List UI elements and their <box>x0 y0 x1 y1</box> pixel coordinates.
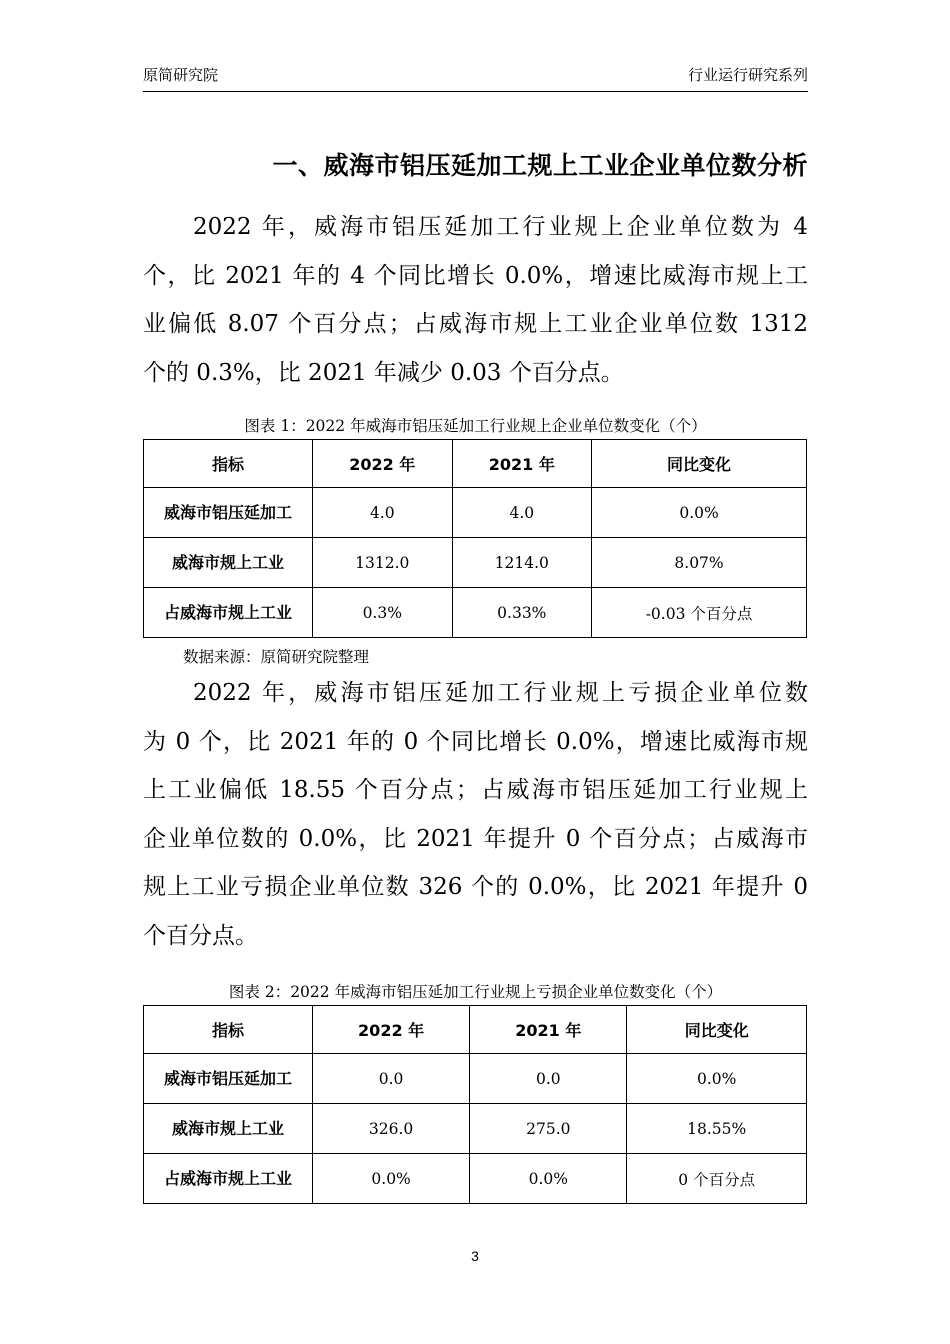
table-cell: 0.33% <box>452 588 592 638</box>
table-cell: 0.0% <box>627 1054 807 1104</box>
section-title: 一、威海市铝压延加工规上工业企业单位数分析 <box>272 151 808 180</box>
header-org: 原简研究院 <box>143 67 219 84</box>
header-series: 行业运行研究系列 <box>687 67 808 84</box>
paragraph-1 <box>143 203 808 397</box>
row-label: 占威海市规上工业 <box>144 588 313 638</box>
table-row <box>144 1104 807 1154</box>
table-2-caption: 图表 2：2022 年威海市铝压延加工行业规上亏损企业单位数变化（个） <box>228 983 723 1001</box>
table-row <box>144 538 807 588</box>
table-1-caption: 图表 1：2022 年威海市铝压延加工行业规上企业单位数变化（个） <box>244 417 707 435</box>
table-cell: 0.0 <box>313 1054 470 1104</box>
column-header: 指标 <box>144 1006 313 1054</box>
text-line: 为 0 个，比 2021 年的 0 个同比增长 0.0%，增速比威海市规 <box>143 728 808 755</box>
table-cell: 0.0% <box>313 1154 470 1204</box>
row-label: 威海市铝压延加工 <box>144 1054 313 1104</box>
text-line: 规上工业亏损企业单位数 326 个的 0.0%，比 2021 年提升 0 <box>143 874 808 900</box>
row-label: 威海市铝压延加工 <box>144 488 313 538</box>
text-line: 2022 年，威海市铝压延加工行业规上亏损企业单位数 <box>193 680 808 706</box>
table-header-row <box>144 440 807 488</box>
data-source-note: 数据来源：原简研究院整理 <box>183 648 370 666</box>
text-line: 个百分点。 <box>143 922 258 949</box>
table-cell: 0.3% <box>313 588 453 638</box>
column-header: 2022 年 <box>313 440 453 488</box>
table-row <box>144 488 807 538</box>
text-line: 个的 0.3%，比 2021 年减少 0.03 个百分点。 <box>143 359 624 386</box>
row-label: 占威海市规上工业 <box>144 1154 313 1204</box>
table-cell: 0 个百分点 <box>627 1154 807 1204</box>
column-header: 2022 年 <box>313 1006 470 1054</box>
table-cell: 4.0 <box>313 488 453 538</box>
table-cell: 18.55% <box>627 1104 807 1154</box>
header-divider <box>143 91 808 92</box>
table-cell: 0.0% <box>592 488 807 538</box>
table-cell: 1214.0 <box>452 538 592 588</box>
row-label: 威海市规上工业 <box>144 1104 313 1154</box>
text-line: 上工业偏低 18.55 个百分点；占威海市铝压延加工行业规上 <box>143 777 808 803</box>
text-line: 2022 年，威海市铝压延加工行业规上企业单位数为 4 <box>193 214 808 240</box>
table-header-row <box>144 1006 807 1054</box>
table-cell: 0.0 <box>470 1054 627 1104</box>
table-row <box>144 1154 807 1204</box>
text-line: 业偏低 8.07 个百分点；占威海市规上工业企业单位数 1312 <box>143 311 808 337</box>
column-header: 指标 <box>144 440 313 488</box>
table-1 <box>143 439 807 638</box>
table-row <box>144 588 807 638</box>
table-cell: 0.0% <box>470 1154 627 1204</box>
column-header: 2021 年 <box>452 440 592 488</box>
table-cell: 4.0 <box>452 488 592 538</box>
table-cell: 1312.0 <box>313 538 453 588</box>
table-cell: 326.0 <box>313 1104 470 1154</box>
table-cell: 8.07% <box>592 538 807 588</box>
column-header: 同比变化 <box>627 1006 807 1054</box>
text-line: 个，比 2021 年的 4 个同比增长 0.0%，增速比威海市规上工 <box>143 262 808 289</box>
paragraph-2 <box>143 669 808 960</box>
text-line: 企业单位数的 0.0%，比 2021 年提升 0 个百分点；占威海市 <box>143 825 808 852</box>
table-cell: 275.0 <box>470 1104 627 1154</box>
column-header: 同比变化 <box>592 440 807 488</box>
table-2 <box>143 1005 807 1204</box>
page-number: 3 <box>471 1248 479 1264</box>
row-label: 威海市规上工业 <box>144 538 313 588</box>
column-header: 2021 年 <box>470 1006 627 1054</box>
table-cell: -0.03 个百分点 <box>592 588 807 638</box>
table-row <box>144 1054 807 1104</box>
